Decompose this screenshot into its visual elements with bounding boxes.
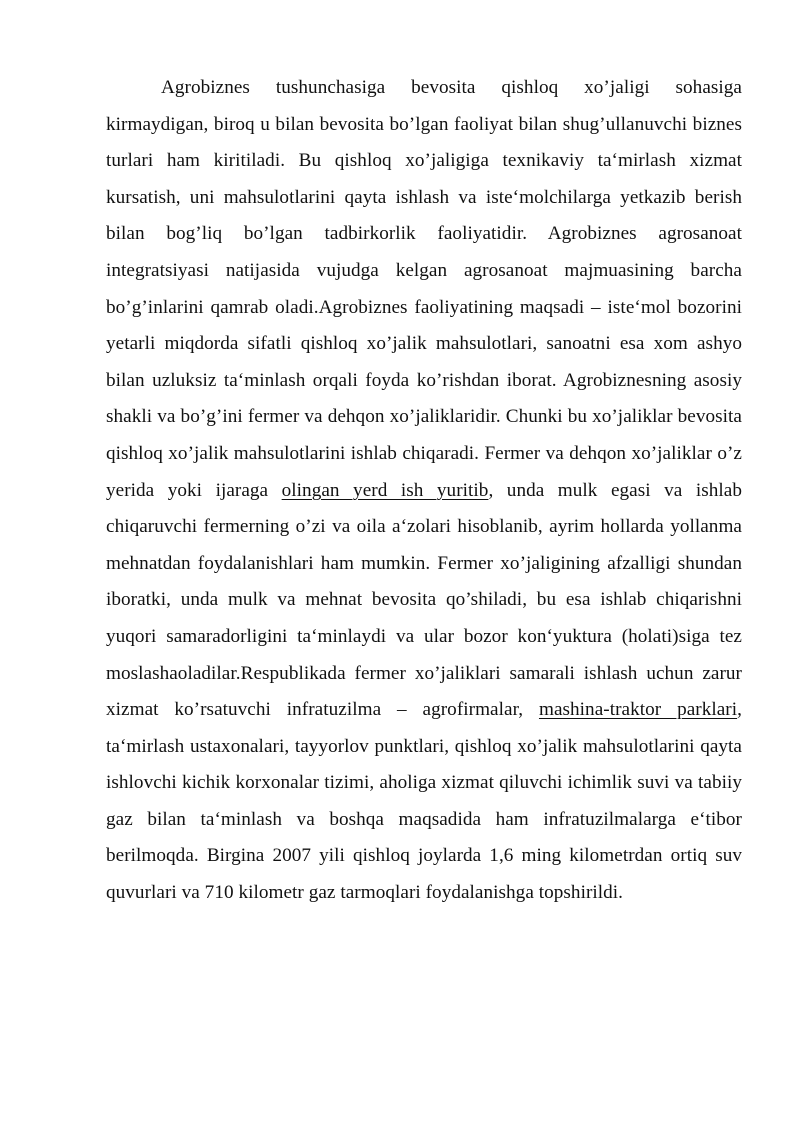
document-page	[106, 70, 742, 912]
link-mashina-traktor-parklari[interactable]: mashina-traktor parklari	[538, 699, 738, 721]
paragraph-text-part-3: , ta‘mirlash ustaxonalari, tayyorlov punktlari, qishloq xo’jalik mahsulotlarini qayta ishlovchi kichik korxonalar tizimi, aholiga xizmat qiluvchi ichimlik suvi va tabiiy gaz bilan ta‘minlash va boshqa maqsadida ham infratuzilmalarga e‘tibor berilmoqda. Birgina 2007 yili qishloq joylarda 1,6 ming kilometrdan ortiq suv quvurlari va 710 kilometr gaz tarmoqlari foydalanishga topshirildi.	[106, 699, 742, 904]
link-olingan-yerd-ish-yuritib[interactable]: olingan yerd ish yuritib	[281, 479, 489, 501]
body-paragraph	[106, 70, 742, 912]
paragraph-text-part-2: , unda mulk egasi va ishlab chiqaruvchi fermerning o’zi va oila a‘zolari hisoblanib, ayrim hollarda yollanma mehnatdan foydalanishlari ham mumkin. Fermer xo’jaligining afzalligi shundan iboratki, unda mulk va mehnat bevosita qo’shiladi, bu esa ishlab chiqarishni yuqori samaradorligini ta‘minlaydi va ular bozor kon‘yuktura (holati)siga tez moslashaoladilar.Respublikada fermer xo’jaliklari samarali ishlash uchun zarur xizmat ko’rsatuvchi infratuzilma – agrofirmalar,	[106, 479, 742, 721]
paragraph-text-part-1: Agrobiznes tushunchasiga bevosita qishloq xo’jaligi sohasiga kirmaydigan, biroq u bilan bevosita bo’lgan faoliyat bilan shug’ullanuvchi biznes turlari ham kiritiladi. Bu qishloq xo’jaligiga texnikaviy ta‘mirlash xizmat kursatish, uni mahsulotlarini qayta ishlash va iste‘molchilarga yetkazib berish bilan bog’liq bo’lgan tadbirkorlik faoliyatidir. Agrobiznes agrosanoat integratsiyasi natijasida vujudga kelgan agrosanoat majmuasining barcha bo’g’inlarini qamrab oladi.Agrobiznes faoliyatining maqsadi – iste‘mol bozorini yetarli miqdorda sifatli qishloq xo’jalik mahsulotlari, sanoatni esa xom ashyo bilan uzluksiz ta‘minlash orqali foyda ko’rishdan iborat. Agrobiznesning asosiy shakli va bo’g’ini fermer va dehqon xo’jaliklaridir. Chunki bu xo’jaliklar bevosita qishloq xo’jalik mahsulotlarini ishlab chiqaradi. Fermer va dehqon xo’jaliklar o’z yerida yoki ijaraga	[106, 77, 742, 501]
